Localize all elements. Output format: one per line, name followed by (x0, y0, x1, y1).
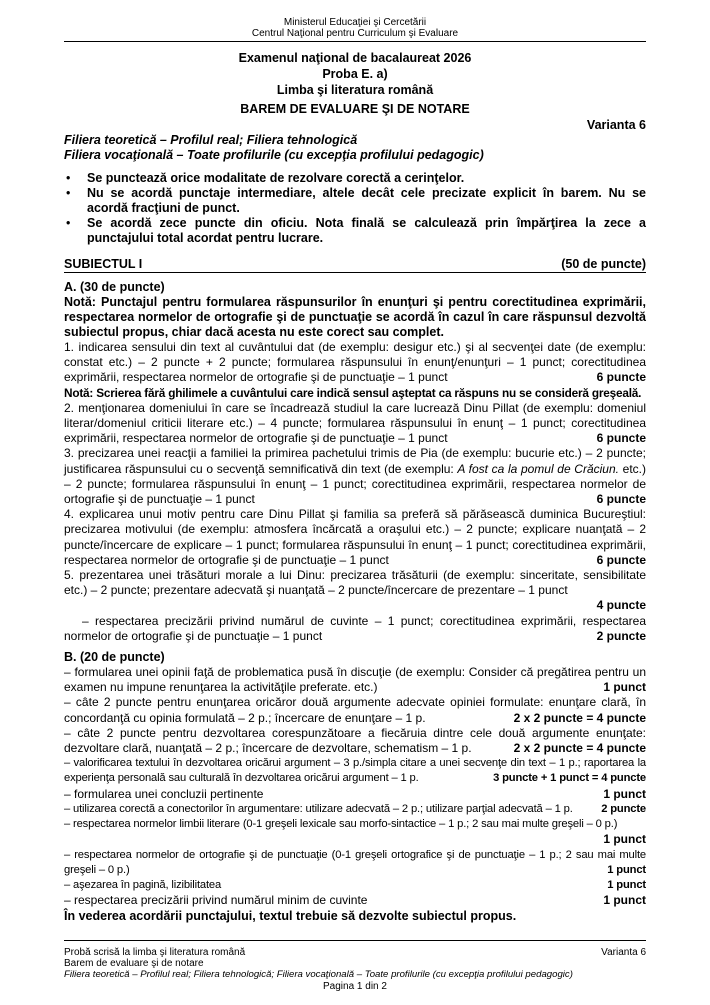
document-page (64, 0, 646, 924)
exam-title: Examenul naţional de bacalaureat 2026 (238, 51, 472, 65)
criterion-points: 1 punct (603, 786, 646, 801)
criterion-opinion: – formularea unei opinii faţă de problematica pusă în discuţie (de exemplu: Consider că pregătirea pentru un examen nu impune renunţarea la activităţile preferate. etc.) 1 punct (64, 665, 646, 695)
filiera-line-2: Filiera vocaţională – Toate profilurile (cu excepţia profilului pedagogic) (64, 148, 484, 162)
page-footer (64, 940, 646, 992)
final-note: În vederea acordării punctajului, textul trebuie să dezvolte subiectul propus. (64, 909, 517, 924)
item-5: 5. prezentarea unei trăsături morale a lui Dinu: precizarea trăsăturii (de exemplu: sinceritate, sensibilitate etc.) – 2 puncte; prezentare adecvată şi nuanţată – 2 puncte/încercare de prezentare – 1 punct (64, 568, 646, 598)
item-1: 1. indicarea sensului din text al cuvântului dat (de exemplu: desigur etc.) şi al secvenţei date (de exemplu: constat etc.) – 2 puncte + 2 puncte; formularea răspunsului în enunţ/enunţuri – 1 punct; corectitudinea exprimării, respectarea normelor de ortografie şi de punctuaţie – 1 punct 6 puncte (64, 340, 646, 385)
page-number: Pagina 1 din 2 (323, 980, 387, 992)
criterion-points: 1 punct (603, 680, 646, 695)
part-a-title: A. (30 de puncte) (64, 280, 165, 294)
criterion-spelling: – respectarea normelor de ortografie şi de punctuaţie (0-1 greşeli ortografice şi de punctuaţie – 1 p.; 2 sau mai multe greşeli – 0 p.) 1 punct (64, 848, 646, 878)
criterion-points: 2 puncte (601, 802, 646, 815)
criterion-development: – câte 2 puncte pentru dezvoltarea corespunzătoare a fiecăruia dintre cele două argumente enunţate: dezvoltare clară, nuanţată – 2 p.; încercare de dezvoltare, schematism – 1 p. 2 x 2 puncte = 4 puncte (64, 725, 646, 756)
ministry-name: Ministerul Educaţiei şi Cercetării (283, 17, 427, 28)
criterion-points: 1 punct (603, 893, 646, 908)
proba-title: Proba E. a) (322, 67, 388, 81)
rule-item: • Nu se acordă punctaje intermediare, altele decât cele precizate explicit în barem. Nu se acordă fracţiuni de punct. (64, 186, 646, 216)
criterion-word-count: – respectarea precizării privind numărul minim de cuvinte 1 punct (64, 893, 646, 908)
footer-exam: Probă scrisă la limba şi literatura română (64, 947, 246, 958)
footer-filiera: Filiera teoretică – Profilul real; Filiera tehnologică; Filiera vocaţională – Toate profilurile (cu excepţia profilului pedagogic) (64, 969, 573, 981)
note-quotes: Notă: Scrierea fără ghilimele a cuvântului care indică sensul aşteptat ca răspuns nu se consideră greşeală. (64, 385, 642, 400)
center-name: Centrul Naţional pentru Curriculum şi Evaluare (251, 28, 459, 39)
part-a-note: Notă: Punctajul pentru formularea răspunsurilor în enunţuri şi pentru corectitudinea exprimării, respectarea normelor de ortografie şi de punctuaţie se acordă în cazul în care răspunsul dezvoltă subiectul propus, chiar dacă acesta nu este corect sau complet. (64, 295, 646, 339)
criterion-text-use: – valorificarea textului în dezvoltarea oricărui argument – 3 p./simpla citare a unei secvenţe din text – 1 p.; raportarea la experienţa personală sau culturală în dezvoltarea oricărui argument – 1 p. 3 puncte + 1 punct = 4 puncte (64, 756, 646, 786)
criterion-conclusion: – formularea unei concluzii pertinente 1 punct (64, 786, 646, 801)
part-b-title: B. (20 de puncte) (64, 650, 165, 665)
item-2: 2. menţionarea domeniului în care se încadrează studiul la care lucrează Dinu Pillat (de exemplu: domeniul literar/domeniul criticii literare etc.) – 4 puncte; formularea răspunsului în enunţ – 1 punct; corectitudinea exprimării, respectarea normelor de ortografie şi de punctuaţie – 1 punct 6 puncte (64, 400, 646, 446)
variant-label: Varianta 6 (586, 118, 646, 132)
subject-name: SUBIECTUL I (64, 257, 143, 271)
barem-title: BAREM DE EVALUARE ŞI DE NOTARE (240, 102, 470, 116)
rule-item: • Se acordă zece puncte din oficiu. Nota finală se calculează prin împărţirea la zece a punctajului total acordat pentru lucrare. (64, 216, 646, 246)
item-3-quote: A fost ca la pomul de Crăciun. (457, 461, 619, 476)
rule-item: • Se punctează orice modalitate de rezolvare corectă a cerinţelor. (64, 171, 646, 186)
item-5-extra: – respectarea precizării privind numărul de cuvinte – 1 punct; corectitudinea exprimării, respectarea normelor de ortografie şi de punctuaţie – 1 punct 2 puncte (64, 613, 646, 643)
criterion-points: 2 x 2 puncte = 4 puncte (513, 710, 646, 725)
item-2-points: 6 puncte (596, 431, 646, 446)
header-divider (64, 41, 646, 42)
subject-points: (50 de puncte) (561, 257, 646, 271)
criterion-layout: – aşezarea în pagină, lizibilitatea 1 punct (64, 878, 646, 893)
footer-barem: Barem de evaluare şi de notare (64, 958, 204, 970)
criterion-points: 2 x 2 puncte = 4 puncte (513, 741, 646, 756)
criterion-arguments: – câte 2 puncte pentru enunţarea oricăror două argumente adecvate opiniei formulate: enunţare clară, în concordanţă cu opinia formulată – 2 p.; încercare de enunţare – 1 p. 2 x 2 puncte = 4 puncte (64, 695, 646, 725)
subject-heading (64, 257, 646, 273)
item-3: 3. precizarea unei reacţii a familiei la primirea pachetului trimis de Pia (de exemplu: bucurie etc.) – 2 puncte; justificarea răspunsului cu o secvenţă semnificativă din text (de exemplu: A fost ca la pomul de Crăciun. etc.) – 2 puncte; formularea răspunsului în enunţ – 1 punct; corectitudinea exprimării, respectarea normelor de ortografie şi de punctuaţie – 1 punct 6 puncte (64, 446, 646, 507)
criterion-language-norms: – respectarea normelor limbii literare (0-1 greşeli lexicale sau morfo-sintactice – 1 p.; 2 sau mai multe greşeli – 0 p.) (64, 818, 618, 831)
item-5-points: 4 puncte (596, 598, 646, 613)
criterion-points: 1 punct (603, 832, 646, 847)
item-3-points: 6 puncte (596, 492, 646, 507)
item-1-points: 6 puncte (596, 370, 646, 385)
general-rules-list (64, 171, 646, 246)
item-4-points: 6 puncte (596, 552, 646, 567)
criterion-points: 3 puncte + 1 punct = 4 puncte (493, 772, 646, 785)
criterion-points: 1 punct (607, 863, 646, 876)
filiera-line-1: Filiera teoretică – Profilul real; Filiera tehnologică (64, 133, 358, 147)
item-4: 4. explicarea unui motiv pentru care Dinu Pillat şi familia sa preferă să părăsească duminica Bucureştiul: precizarea motivului (de exemplu: atmosfera încărcată a oraşului etc.) – 2 puncte; explicare nuanţată – 2 puncte/încercare de explicare – 1 punct; formularea răspunsului în enunţ – 1 punct; corectitudinea exprimării, respectarea normelor de ortografie şi de punctuaţie – 1 punct 6 puncte (64, 507, 646, 567)
item-5-extra-points: 2 puncte (596, 628, 646, 643)
criterion-connectors: – utilizarea corectă a conectorilor în argumentare: utilizare adecvată – 2 p.; utilizare parţial adecvată – 1 p. 2 puncte (64, 802, 646, 817)
footer-variant: Varianta 6 (601, 947, 646, 958)
subject-title: Limba şi literatura română (276, 83, 434, 97)
criterion-points: 1 punct (607, 878, 646, 891)
